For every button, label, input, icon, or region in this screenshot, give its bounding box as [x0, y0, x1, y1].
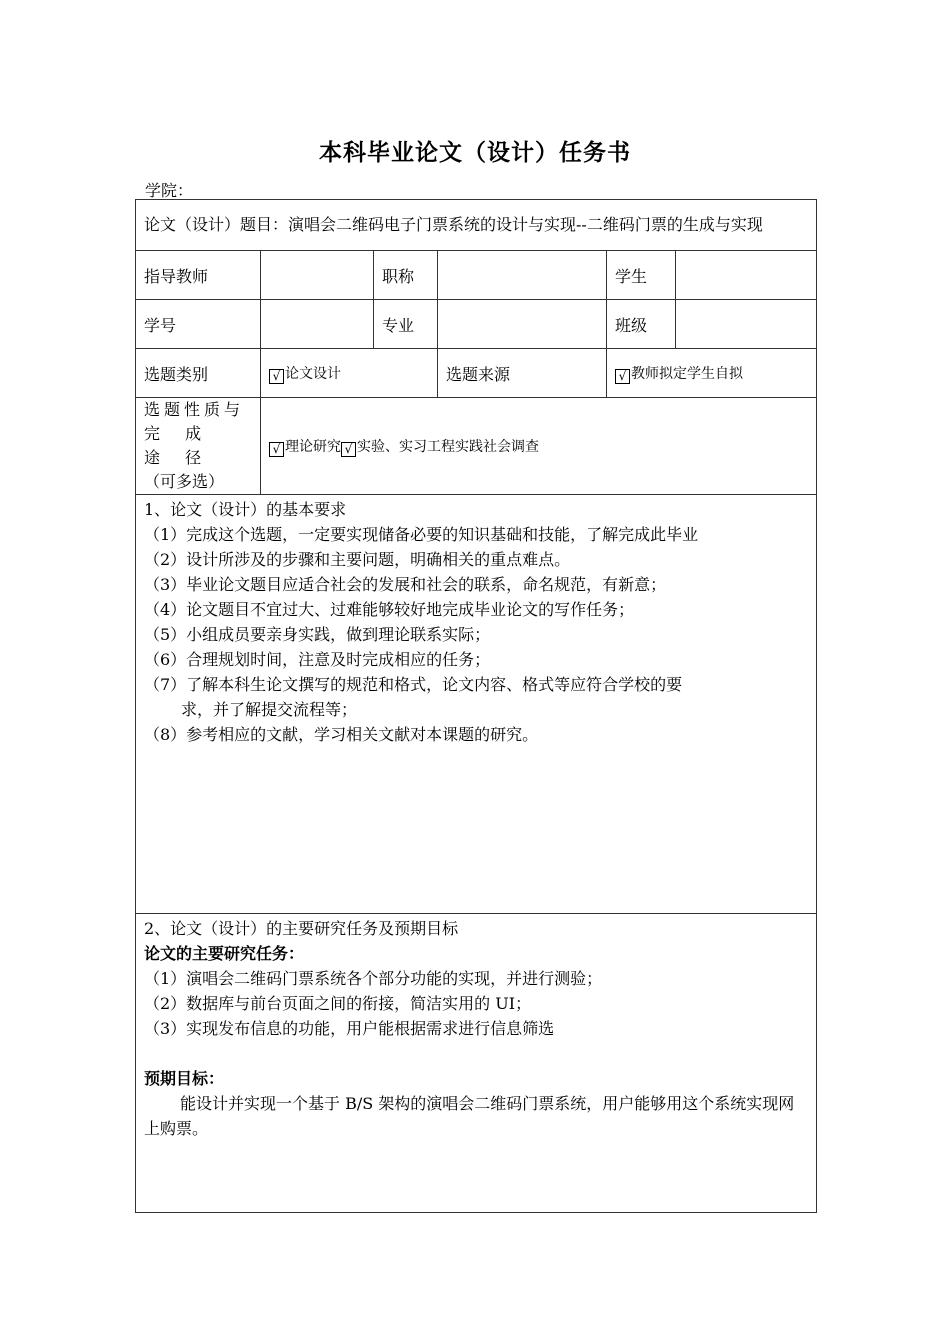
title-label: 职称 [374, 251, 438, 300]
college-label: 学院： [145, 181, 194, 200]
advisor-value[interactable] [261, 251, 374, 300]
goal-heading: 预期目标： [144, 1069, 225, 1088]
title-value[interactable] [438, 251, 607, 300]
requirement-item: （7）了解本科生论文撰写的规范和格式，论文内容、格式等应符合学校的要 [144, 675, 683, 694]
student-value[interactable] [676, 251, 817, 300]
requirement-item: （3）毕业论文题目应适合社会的发展和社会的联系，命名规范，有新意； [144, 575, 667, 594]
requirement-item: （1）完成这个选题，一定要实现储备必要的知识基础和技能，了解完成此毕业 [144, 525, 699, 544]
checkbox-checked-icon[interactable]: √ [269, 369, 284, 384]
tasks-heading: 论文的主要研究任务： [144, 944, 305, 963]
requirement-item: （5）小组成员要亲身实践，做到理论联系实际； [144, 625, 491, 644]
requirements-heading: 1、论文（设计）的基本要求 [144, 500, 347, 519]
nature-label-line3: （可多选） [144, 472, 225, 491]
requirement-item: （2）设计所涉及的步骤和主要问题，明确相关的重点难点。 [144, 550, 571, 569]
requirement-item: （8）参考相应的文献，学习相关文献对本课题的研究。 [144, 725, 539, 744]
nature-option-theory: 理论研究 [285, 438, 341, 455]
category-label: 选题类别 [136, 349, 261, 398]
basic-requirements-section [136, 495, 817, 914]
category-value: 论文设计 [285, 365, 341, 382]
checkbox-checked-icon[interactable]: √ [341, 442, 356, 457]
goal-text: 能设计并实现一个基于 B/S 架构的演唱会二维码门票系统，用户能够用这个系统实现网上购票。 [144, 1094, 795, 1138]
task-form-table [135, 199, 817, 1213]
spacer [144, 1041, 808, 1066]
nature-label-line2: 完 成 途 径 [144, 424, 212, 467]
requirement-item: （6）合理规划时间，注意及时完成相应的任务； [144, 650, 491, 669]
nature-label [136, 398, 261, 495]
advisor-label: 指导教师 [136, 251, 261, 300]
major-label: 专业 [374, 300, 438, 349]
checkbox-checked-icon[interactable]: √ [615, 369, 630, 384]
checkbox-checked-icon[interactable]: √ [269, 442, 284, 457]
task-item: （1）演唱会二维码门票系统各个部分功能的实现，并进行测验； [144, 969, 603, 988]
requirement-item: （4）论文题目不宜过大、过难能够较好地完成毕业论文的写作任务； [144, 600, 635, 619]
category-option[interactable] [261, 349, 438, 398]
nature-label-line1: 选题性质与 [144, 400, 245, 419]
major-value[interactable] [438, 300, 607, 349]
student-no-value[interactable] [261, 300, 374, 349]
source-label: 选题来源 [438, 349, 607, 398]
nature-options [261, 398, 817, 495]
document-title: 本科毕业论文（设计）任务书 [319, 140, 631, 166]
task-item: （3）实现发布信息的功能，用户能根据需求进行信息筛选 [144, 1019, 555, 1038]
nature-option-practice: 实验、实习工程实践社会调查 [357, 438, 539, 455]
source-option[interactable] [607, 349, 817, 398]
requirement-item-continued: 求，并了解提交流程等； [181, 700, 358, 719]
student-label: 学生 [607, 251, 676, 300]
task-item: （2）数据库与前台页面之间的衔接，简洁实用的 UI； [144, 994, 532, 1013]
tasks-section-heading: 2、论文（设计）的主要研究任务及预期目标 [144, 919, 459, 938]
research-tasks-section [136, 914, 817, 1213]
thesis-topic: 论文（设计）题目：演唱会二维码电子门票系统的设计与实现--二维码门票的生成与实现 [136, 200, 817, 251]
source-value: 教师拟定学生自拟 [631, 365, 743, 382]
student-no-label: 学号 [136, 300, 261, 349]
class-value[interactable] [676, 300, 817, 349]
class-label: 班级 [607, 300, 676, 349]
